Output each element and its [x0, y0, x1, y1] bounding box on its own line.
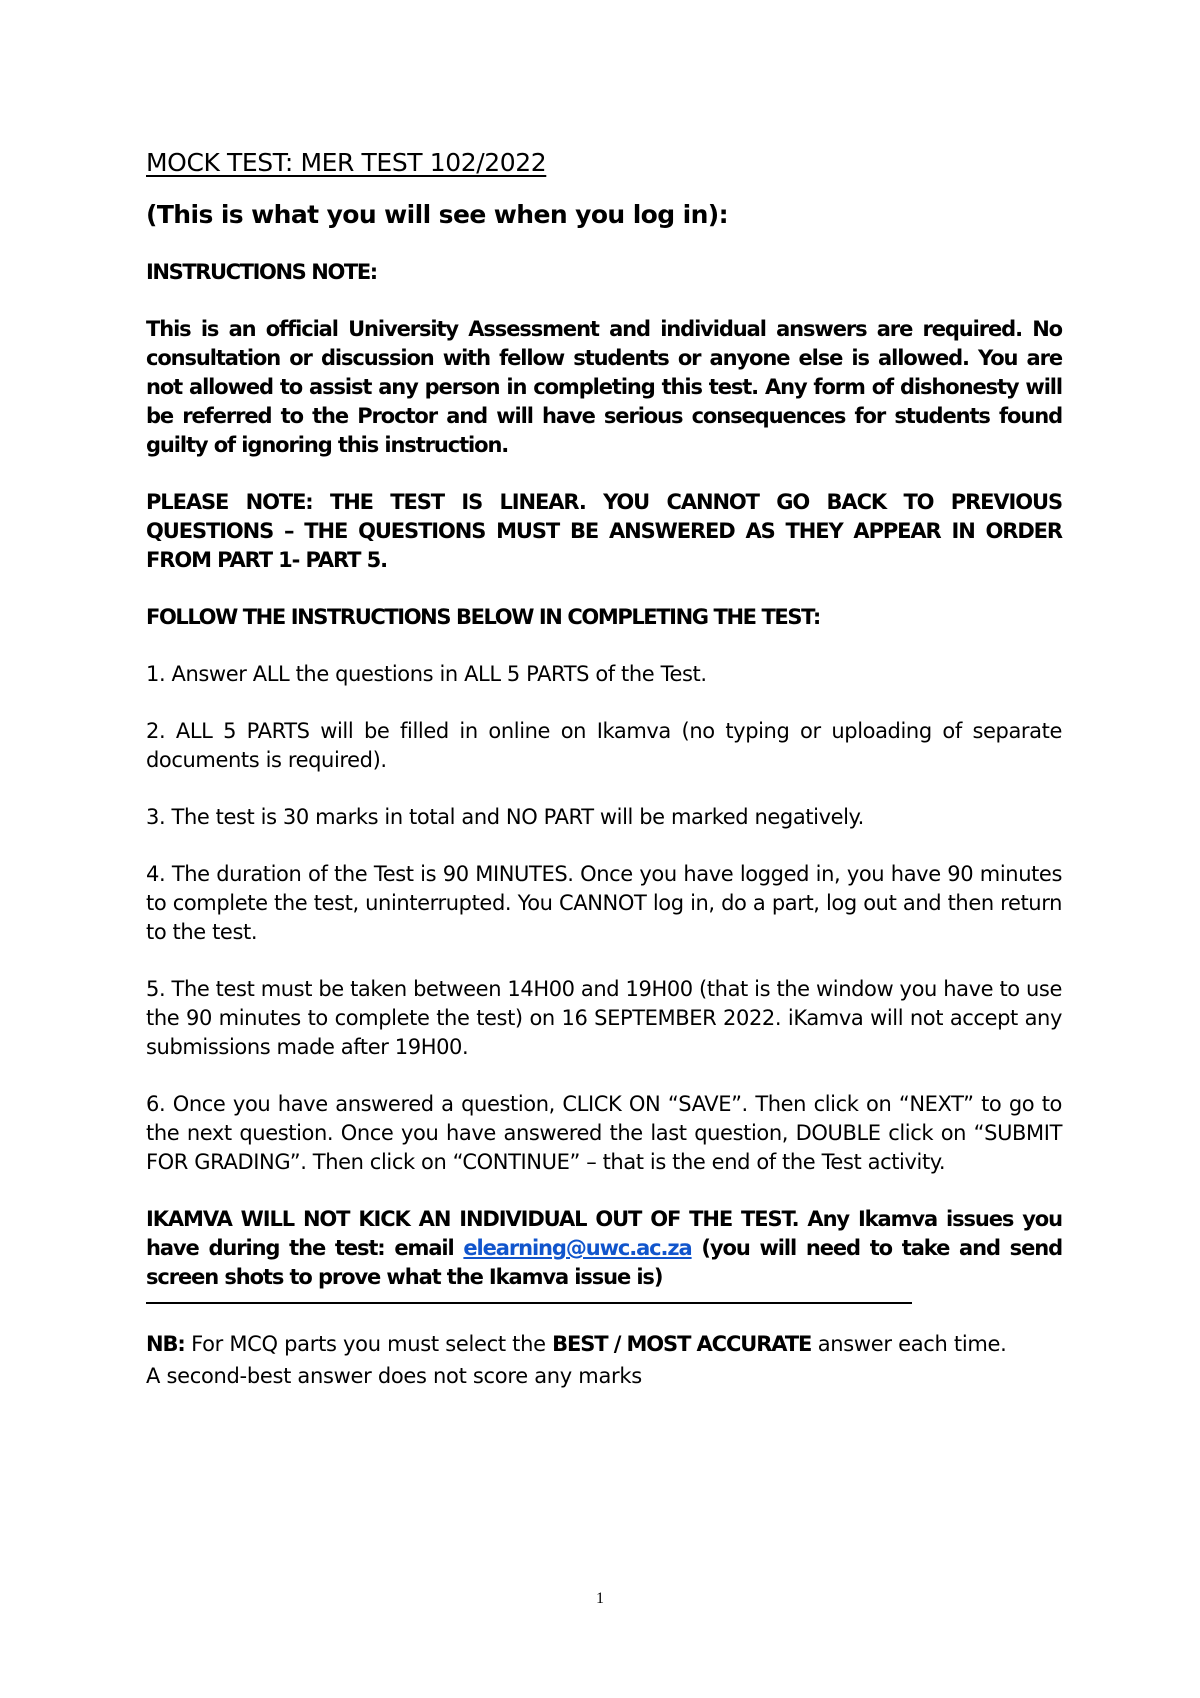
support-email-link[interactable]: elearning@uwc.ac.za — [463, 1236, 692, 1260]
nb-note — [146, 1328, 1062, 1360]
linear-note: PLEASE NOTE: THE TEST IS LINEAR. YOU CANNOT GO BACK TO PREVIOUS QUESTIONS – THE QUESTIONS MUST BE ANSWERED AS THEY APPEAR IN ORDER FROM PART 1- PART 5. — [146, 490, 1062, 572]
instruction-item-6: 6. Once you have answered a question, CLICK ON “SAVE”. Then click on “NEXT” to go to the next question. Once you have answered the last question, DOUBLE click on “SUBMIT FOR GRADING”. Then click on “CONTINUE” – that is the end of the Test activity. — [146, 1092, 1062, 1174]
integrity-note: This is an official University Assessment and individual answers are required. No consultation or discussion with fellow students or anyone else is allowed. You are not allowed to assist any person in completing this test. Any form of dishonesty will be referred to the Proctor and will have serious consequences for students found guilty of ignoring this instruction. — [146, 317, 1062, 457]
nb-emphasis: BEST / MOST ACCURATE — [552, 1332, 812, 1356]
document-page — [146, 148, 1062, 1392]
instructions-heading: INSTRUCTIONS NOTE: — [146, 260, 377, 284]
page-number: 1 — [596, 1590, 604, 1607]
instruction-item-5: 5. The test must be taken between 14H00 and 19H00 (that is the window you have to use the 90 minutes to complete the test) on 16 SEPTEMBER 2022. iKamva will not accept any submissions made after 19H00. — [146, 977, 1062, 1059]
follow-heading: FOLLOW THE INSTRUCTIONS BELOW IN COMPLETING THE TEST: — [146, 605, 820, 629]
divider-line — [146, 1302, 912, 1304]
nb-second-line: A second-best answer does not score any marks — [146, 1364, 642, 1388]
instruction-item-4: 4. The duration of the Test is 90 MINUTES. Once you have logged in, you have 90 minutes to complete the test, uninterrupted. You CANNOT log in, do a part, log out and then return to the test. — [146, 862, 1062, 944]
page-title: MOCK TEST: MER TEST 102/2022 — [146, 148, 547, 177]
instruction-item-3: 3. The test is 30 marks in total and NO PART will be marked negatively. — [146, 805, 864, 829]
ikamva-note-after: (you will need to take and send screen shots to prove what the Ikamva issue is) — [146, 1236, 1062, 1289]
page-subtitle: (This is what you will see when you log in): — [146, 200, 729, 229]
instruction-item-2: 2. ALL 5 PARTS will be filled in online on Ikamva (no typing or uploading of separate documents is required). — [146, 719, 1062, 772]
nb-label: NB: — [146, 1332, 185, 1356]
instruction-item-1: 1. Answer ALL the questions in ALL 5 PARTS of the Test. — [146, 662, 707, 686]
nb-text-after: answer each time. — [811, 1332, 1007, 1356]
nb-text-before: For MCQ parts you must select the — [184, 1332, 553, 1356]
ikamva-note-before: IKAMVA WILL NOT KICK AN INDIVIDUAL OUT OF THE TEST. Any Ikamva issues you have during the test: email — [146, 1207, 1062, 1260]
ikamva-note — [146, 1205, 1062, 1292]
